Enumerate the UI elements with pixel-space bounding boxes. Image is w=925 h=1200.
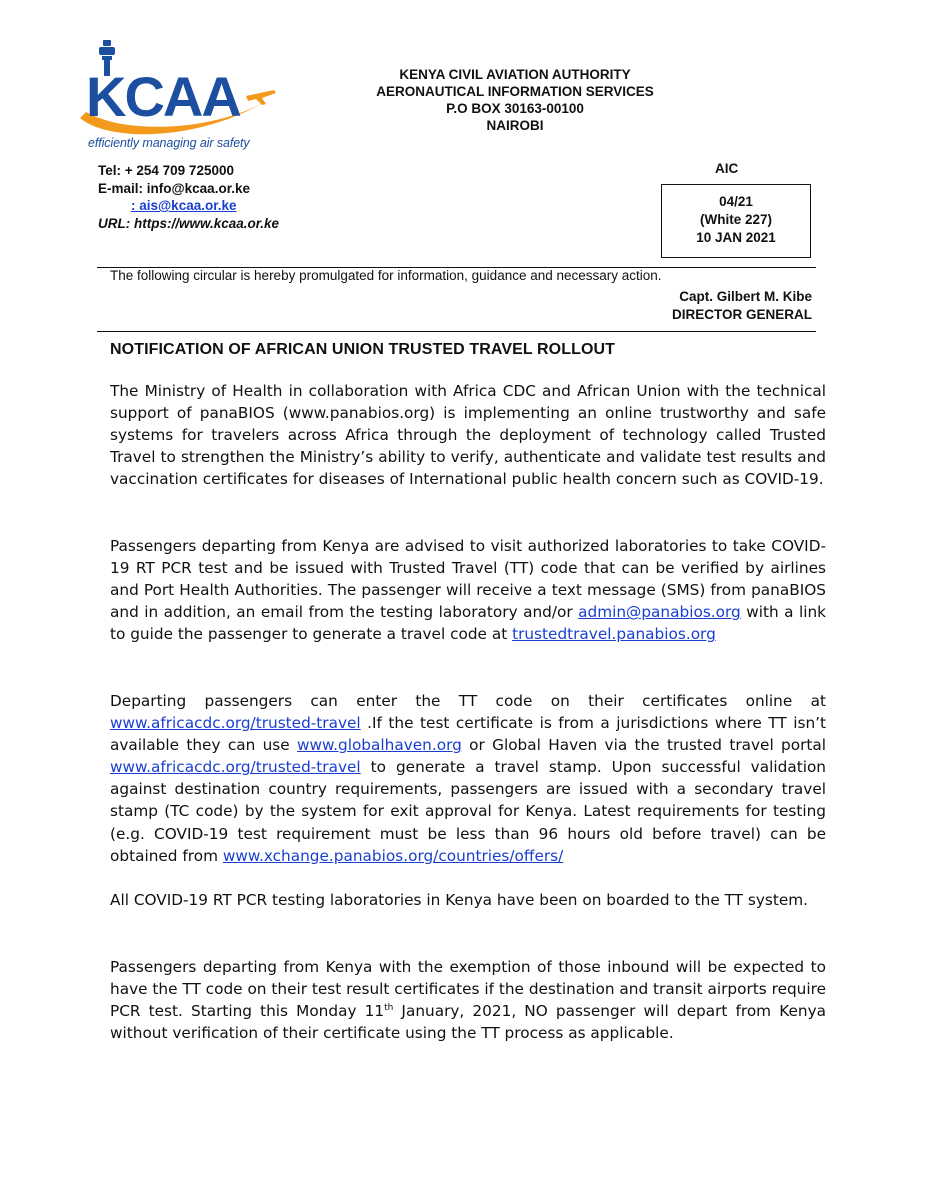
xchange-link[interactable]: www.xchange.panabios.org/countries/offers/ xyxy=(222,846,564,865)
contact-tel: Tel: + 254 709 725000 xyxy=(98,163,234,178)
ais-email-link[interactable]: ais@kcaa.or.ke xyxy=(135,198,237,213)
globalhaven-link[interactable]: www.globalhaven.org xyxy=(297,736,462,755)
contact-email-ais xyxy=(98,197,279,215)
notice-title: NOTIFICATION OF AFRICAN UNION TRUSTED TRAVEL ROLLOUT xyxy=(110,341,616,358)
p5-text-a: Passengers departing from Kenya with the exemption of those inbound will be expected to have the TT code on their test result certificates if the destination and transit airports require PCR test. Starting this Monday 11 xyxy=(110,958,826,1021)
aic-series: (White 227) xyxy=(699,212,772,227)
aic-date: 10 JAN 2021 xyxy=(696,230,776,245)
p5-text-b: January, 2021, NO passenger will depart from Kenya without verification of their certificate using the TT process as applicable. xyxy=(110,1002,826,1043)
contact-email: E-mail: info@kcaa.or.ke xyxy=(98,180,250,196)
signature-divider xyxy=(97,331,816,332)
contact-block xyxy=(98,162,279,232)
africacdc-link-2[interactable]: www.africacdc.org/trusted-travel xyxy=(110,758,361,777)
authority-name: KENYA CIVIL AVIATION AUTHORITY xyxy=(399,67,631,82)
contact-url[interactable]: URL: https://www.kcaa.or.ke xyxy=(98,215,280,231)
authority-header xyxy=(340,66,690,134)
p2-text-b: with a link to guide the passenger to generate a travel code at xyxy=(110,603,826,644)
authority-city: NAIROBI xyxy=(486,118,544,133)
logo-tagline: efficiently managing air safety xyxy=(88,136,250,150)
paragraph-1: The Ministry of Health in collaboration with Africa CDC and African Union with the technical support of panaBIOS (www.panabios.org) is implementing an online trustworthy and safe systems for travelers across Africa through the deployment of technology called Trusted Travel to strengthen the Ministry’s ability to verify, authenticate and validate test results and vaccination certificates for diseases of International public health concern such as COVID-19. xyxy=(110,382,826,489)
africacdc-link-1[interactable]: www.africacdc.org/trusted-travel xyxy=(110,714,361,733)
signatory-title: DIRECTOR GENERAL xyxy=(671,307,812,322)
paragraph-2 xyxy=(110,535,826,645)
airplane-icon xyxy=(246,90,276,105)
authority-po-box: P.O BOX 30163-00100 xyxy=(446,101,584,116)
p3-text-d: to generate a travel stamp. Upon successful validation against destination country requirements, passengers are issued with a secondary travel stamp (TC code) by the system for exit approval for Kenya. Latest requirements for testing (e.g. COVID-19 test requirement must be less than 96 hours old before travel) can be obtained from xyxy=(110,758,826,865)
aic-label: AIC xyxy=(715,161,739,176)
trustedtravel-link[interactable]: trustedtravel.panabios.org xyxy=(512,625,716,644)
aic-number: 04/21 xyxy=(719,194,753,209)
ais-email-prefix: : xyxy=(131,198,136,213)
paragraph-3 xyxy=(110,690,826,867)
p2-text-a: Passengers departing from Kenya are advised to visit authorized laboratories to take COVID-19 RT PCR test and be issued with Trusted Travel (TT) code that can be verified by airlines and Port Health Authorities. The passenger will receive a text message (SMS) from panaBIOS and in addition, an email from the testing laboratory and/or xyxy=(110,537,826,622)
logo-wordmark: KCAA xyxy=(86,65,240,128)
authority-service: AERONAUTICAL INFORMATION SERVICES xyxy=(376,84,654,99)
signature-block xyxy=(540,288,812,324)
aic-box xyxy=(661,184,811,258)
signatory-name: Capt. Gilbert M. Kibe xyxy=(679,289,812,304)
p3-text-b: .If the test certificate is from a jurisdictions where TT isn’t available they can use xyxy=(110,714,826,755)
p5-superscript: th xyxy=(384,1003,394,1014)
promulgation-text: The following circular is hereby promulgated for information, guidance and necessary action. xyxy=(110,268,662,283)
p3-text-a: Departing passengers can enter the TT code on their certificates online at xyxy=(110,692,826,710)
paragraph-5 xyxy=(110,956,826,1044)
paragraph-4: All COVID-19 RT PCR testing laboratories in Kenya have been on boarded to the TT system. xyxy=(110,891,809,909)
admin-email-link[interactable]: admin@panabios.org xyxy=(578,603,741,622)
p3-text-c: or Global Haven via the trusted travel portal xyxy=(461,736,826,755)
